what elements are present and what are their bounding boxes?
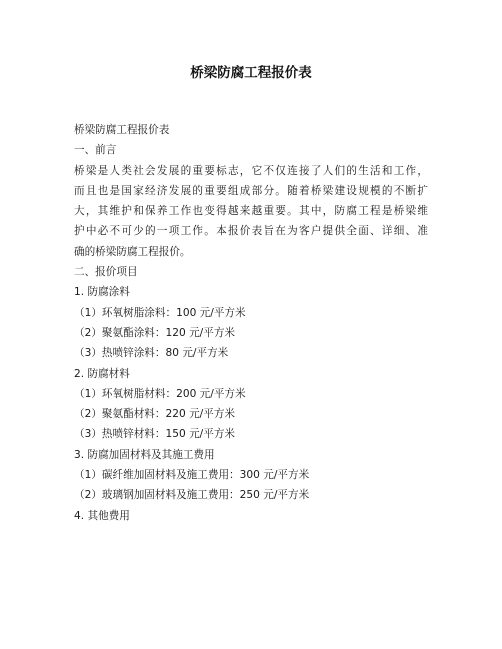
item-heading-other-costs: 4. 其他费用	[74, 509, 130, 522]
section-heading-preface: 一、前言	[74, 144, 117, 157]
paragraph-line: 而且也是国家经济发展的重要组成部分。随着桥梁建设规模的不断扩	[74, 184, 428, 197]
document-title: 桥梁防腐工程报价表	[190, 65, 312, 81]
document-subtitle: 桥梁防腐工程报价表	[74, 124, 170, 136]
item-heading-coatings: 1. 防腐涂料	[74, 286, 130, 299]
list-item: （3）热喷锌涂料：80 元/平方米	[74, 347, 229, 360]
paragraph-line: 确的桥梁防腐工程报价。	[74, 245, 191, 258]
item-heading-materials: 2. 防腐材料	[74, 367, 130, 380]
list-item: （3）热喷锌材料：150 元/平方米	[74, 428, 236, 441]
list-item: （2）聚氨酯材料：220 元/平方米	[74, 408, 236, 421]
item-heading-reinforcement: 3. 防腐加固材料及其施工费用	[74, 448, 215, 461]
list-item: （1）环氧树脂材料：200 元/平方米	[74, 387, 246, 400]
list-item: （1）碳纤维加固材料及施工费用：300 元/平方米	[74, 469, 310, 482]
list-item: （2）聚氨酯涂料：120 元/平方米	[74, 326, 236, 339]
preface-paragraph	[74, 161, 428, 262]
paragraph-line: 大，其维护和保养工作也变得越来越重要。其中，防腐工程是桥梁维	[74, 205, 428, 218]
list-item: （1）环氧树脂涂料：100 元/平方米	[74, 306, 246, 319]
list-item: （2）玻璃钢加固材料及施工费用：250 元/平方米	[74, 489, 310, 502]
document-body	[74, 120, 428, 526]
paragraph-line: 桥梁是人类社会发展的重要标志，它不仅连接了人们的生活和工作，	[74, 164, 428, 177]
paragraph-line: 护中必不可少的一项工作。本报价表旨在为客户提供全面、详细、准	[74, 225, 428, 238]
section-heading-quote-items: 二、报价项目	[74, 266, 138, 279]
